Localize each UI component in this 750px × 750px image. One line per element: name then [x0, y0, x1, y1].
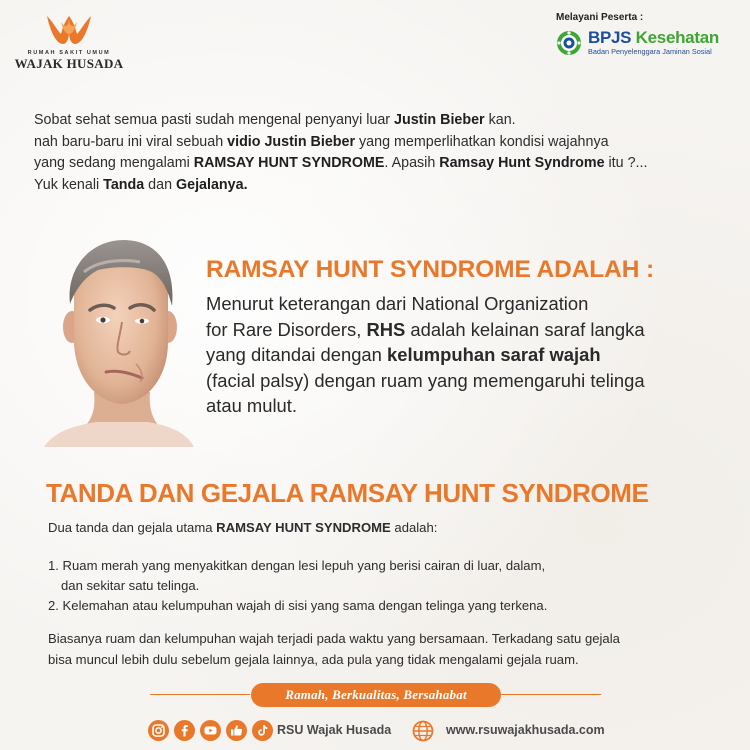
intro-line-4: Yuk kenali Tanda dan Gejalanya.	[34, 176, 248, 193]
youtube-icon[interactable]	[200, 720, 221, 741]
tiktok-icon[interactable]	[252, 720, 273, 741]
face-illustration	[44, 232, 194, 447]
symptoms-lead: Dua tanda dan gejala utama RAMSAY HUNT SYNDROME adalah:	[48, 520, 438, 535]
definition-line-5: atau mulut.	[206, 395, 297, 417]
list-item: 2. Kelemahan atau kelumpuhan wajah di sisi yang sama dengan telinga yang terkena.	[48, 598, 548, 613]
definition-line-4: (facial palsy) dengan ruam yang memengaruhi telinga	[206, 369, 645, 391]
definition-line-1: Menurut keterangan dari National Organization	[206, 293, 589, 314]
instagram-icon[interactable]	[148, 720, 169, 741]
bpjs-name: BPJS Kesehatan	[588, 28, 719, 47]
bpjs-logo	[556, 29, 742, 56]
symptoms-title: TANDA DAN GEJALA RAMSAY HUNT SYNDROME	[46, 478, 649, 508]
symptoms-list	[48, 556, 728, 616]
intro-line-3: yang sedang mengalami RAMSAY HUNT SYNDROME. Apasih Ramsay Hunt Syndrome itu ?...	[34, 155, 648, 171]
bpjs-subtitle: Badan Penyelenggara Jaminan Sosial	[588, 47, 712, 56]
intro-line-2: nah baru-baru ini viral sebuah vidio Justin Bieber yang memperlihatkan kondisi wajahnya	[34, 133, 609, 150]
bpjs-emblem-icon	[556, 30, 582, 56]
thumbs-up-icon[interactable]	[226, 720, 247, 741]
intro-line-1: Sobat sehat semua pasti sudah mengenal penyanyi luar Justin Bieber kan.	[34, 112, 516, 128]
facebook-icon[interactable]	[174, 720, 195, 741]
list-item: 1. Ruam merah yang menyakitkan dengan lesi lepuh yang berisi cairan di luar, dalam, dan sekitar satu telinga.	[48, 558, 546, 593]
social-account-name[interactable]: RSU Wajak Husada	[277, 723, 392, 737]
bpjs-sponsor	[556, 12, 742, 56]
intro-paragraph	[34, 110, 734, 196]
logo-w-mark-icon	[43, 12, 95, 48]
globe-icon	[412, 720, 434, 742]
logo-name-text: WAJAK HUSADA	[14, 56, 124, 71]
definition-line-3: yang ditandai dengan kelumpuhan saraf wajah	[206, 344, 601, 366]
hospital-logo	[14, 12, 124, 72]
sponsor-label: Melayani Peserta :	[556, 12, 644, 23]
definition-line-2: for Rare Disorders, RHS adalah kelainan saraf langka	[206, 318, 645, 340]
definition-body	[206, 291, 736, 419]
logo-small-text: RUMAH SAKIT UMUM	[27, 50, 111, 56]
tagline-bar	[0, 683, 750, 707]
tagline-text: Ramah, Berkualitas, Bersahabat	[251, 683, 501, 707]
definition-title: RAMSAY HUNT SYNDROME ADALAH :	[206, 256, 655, 283]
symptoms-note: Biasanya ruam dan kelumpuhan wajah terjadi pada waktu yang bersamaan. Terkadang satu gejala bisa muncul lebih dulu sebelum gejala lainnya, ada pula yang tidak mengalami gejala ruam.	[48, 631, 620, 667]
footer	[0, 718, 750, 744]
website-link[interactable]: www.rsuwajakhusada.com	[446, 723, 605, 737]
